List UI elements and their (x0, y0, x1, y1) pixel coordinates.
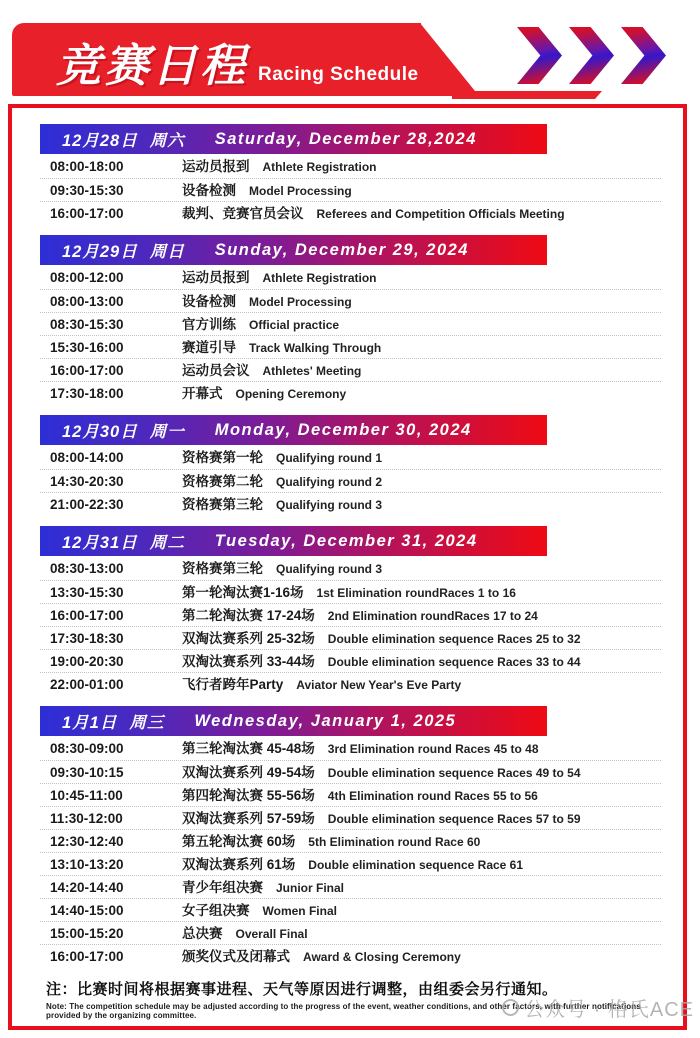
chevrons-decoration (517, 27, 666, 84)
row-activity-zh: 颁奖仪式及闭幕式 (182, 949, 290, 964)
row-activity-en: 1st Elimination roundRaces 1 to 16 (316, 586, 516, 600)
row-activity-zh: 官方训练 (182, 317, 236, 332)
row-activity-en: Model Processing (249, 295, 352, 309)
row-activity-zh: 运动员会议 (182, 363, 250, 378)
row-time: 14:20-14:40 (50, 880, 124, 895)
page-title-zh: 竞赛日程 (56, 40, 249, 91)
schedule-row (40, 603, 661, 626)
row-time: 11:30-12:00 (50, 811, 123, 826)
row-time: 08:30-09:00 (50, 741, 124, 756)
section-date-en: Tuesday, December 31, 2024 (214, 531, 478, 550)
row-time: 08:00-14:00 (50, 450, 124, 465)
schedule-row (40, 580, 661, 603)
section-header-bar (40, 415, 547, 445)
section-date-en: Saturday, December 28,2024 (214, 129, 477, 148)
row-time: 08:00-18:00 (50, 159, 124, 174)
row-activity-en: Athlete Registration (262, 271, 377, 285)
row-activity-zh: 开幕式 (182, 386, 223, 401)
row-time: 15:00-15:20 (50, 926, 124, 941)
schedule-row (40, 783, 661, 806)
row-time: 13:30-15:30 (50, 585, 124, 600)
section-header-bar (40, 706, 547, 736)
row-activity-en: Award & Closing Ceremony (303, 950, 461, 964)
row-activity-en: Referees and Competition Officials Meeting (316, 207, 565, 221)
row-time: 16:00-17:00 (50, 206, 124, 221)
row-time: 21:00-22:30 (50, 497, 124, 512)
schedule-row (40, 492, 661, 515)
row-activity-en: 2nd Elimination roundRaces 17 to 24 (327, 609, 538, 623)
schedule-section (40, 235, 661, 404)
row-activity-zh: 运动员报到 (182, 159, 250, 174)
row-activity-en: Model Processing (249, 184, 352, 198)
row-activity-en: Qualifying round 3 (276, 498, 383, 512)
row-time: 08:30-13:00 (50, 561, 124, 576)
row-activity-en: 4th Elimination round Races 55 to 56 (327, 789, 538, 803)
schedule-row (40, 358, 661, 381)
schedule-row (40, 446, 661, 469)
schedule-row (40, 381, 661, 404)
row-time: 17:30-18:30 (50, 631, 124, 646)
section-weekday-zh: 周六 (149, 132, 185, 150)
section-weekday-zh: 周日 (149, 243, 185, 261)
section-date-zh: 12月28日 (62, 132, 138, 150)
section-date-zh: 12月31日 (62, 534, 138, 552)
schedule-row (40, 944, 661, 967)
section-header-bar (40, 526, 547, 556)
row-time: 17:30-18:00 (50, 386, 124, 401)
row-time: 09:30-15:30 (50, 183, 124, 198)
schedule-row (40, 469, 661, 492)
row-activity-en: Qualifying round 3 (276, 562, 383, 576)
row-activity-zh: 双淘汰赛系列 33-44场 (182, 654, 315, 669)
banner-diagonal-edge (420, 23, 479, 96)
schedule-row (40, 335, 661, 358)
row-time: 14:30-20:30 (50, 474, 124, 489)
row-activity-zh: 第四轮淘汰赛 55-56场 (182, 788, 315, 803)
row-activity-en: 5th Elimination round Race 60 (308, 835, 481, 849)
row-activity-en: Double elimination sequence Races 25 to 32 (327, 632, 581, 646)
section-weekday-zh: 周二 (149, 534, 185, 552)
schedule-row (40, 201, 661, 224)
schedule-row (40, 178, 661, 201)
row-activity-en: Track Walking Through (249, 341, 382, 355)
row-activity-en: Qualifying round 1 (276, 451, 383, 465)
row-activity-zh: 资格赛第三轮 (182, 561, 263, 576)
row-activity-zh: 资格赛第一轮 (182, 450, 263, 465)
page-title-en: Racing Schedule (258, 64, 419, 86)
wechat-official-account-icon (502, 999, 519, 1016)
schedule-box (8, 104, 687, 1030)
row-activity-zh: 双淘汰赛系列 25-32场 (182, 631, 315, 646)
schedule-row (40, 852, 661, 875)
row-activity-zh: 飞行者跨年Party (182, 677, 284, 692)
row-activity-en: Women Final (262, 904, 337, 918)
row-activity-zh: 女子组决赛 (182, 903, 250, 918)
row-time: 08:30-15:30 (50, 317, 124, 332)
section-rows (40, 737, 661, 967)
schedule-row (40, 829, 661, 852)
schedule-row (40, 806, 661, 829)
sections-container (40, 124, 661, 978)
row-activity-zh: 运动员报到 (182, 270, 250, 285)
row-activity-en: 3rd Elimination round Races 45 to 48 (327, 742, 539, 756)
row-activity-zh: 双淘汰赛系列 49-54场 (182, 765, 315, 780)
schedule-section (40, 124, 661, 224)
row-time: 22:00-01:00 (50, 677, 124, 692)
schedule-row (40, 898, 661, 921)
watermark-label: 公众号 · 格氏ACE (524, 999, 694, 1021)
schedule-row (40, 626, 661, 649)
row-activity-en: Athletes' Meeting (262, 364, 362, 378)
section-weekday-zh: 周三 (129, 714, 165, 732)
schedule-row (40, 312, 661, 335)
schedule-row (40, 737, 661, 760)
section-date-zh: 12月30日 (62, 423, 138, 441)
row-activity-en: Official practice (249, 318, 340, 332)
row-activity-zh: 第五轮淘汰赛 60场 (182, 834, 296, 849)
section-header-bar (40, 124, 547, 154)
row-time: 08:00-12:00 (50, 270, 124, 285)
row-time: 14:40-15:00 (50, 903, 124, 918)
banner-accent-strip (452, 91, 602, 99)
row-time: 19:00-20:30 (50, 654, 124, 669)
row-activity-zh: 赛道引导 (182, 340, 236, 355)
row-activity-zh: 设备检测 (182, 294, 236, 309)
section-rows (40, 557, 661, 695)
schedule-section (40, 706, 661, 967)
schedule-row (40, 760, 661, 783)
row-activity-en: Double elimination sequence Races 33 to 44 (327, 655, 581, 669)
row-activity-zh: 第二轮淘汰赛 17-24场 (182, 608, 315, 623)
section-weekday-zh: 周一 (149, 423, 185, 441)
row-activity-zh: 双淘汰赛系列 57-59场 (182, 811, 315, 826)
row-time: 16:00-17:00 (50, 363, 124, 378)
section-date-en: Sunday, December 29, 2024 (214, 240, 469, 259)
row-activity-zh: 青少年组决赛 (182, 880, 263, 895)
row-time: 10:45-11:00 (50, 788, 123, 803)
row-time: 12:30-12:40 (50, 834, 124, 849)
row-activity-zh: 资格赛第三轮 (182, 497, 263, 512)
row-time: 16:00-17:00 (50, 608, 124, 623)
row-activity-en: Junior Final (276, 881, 345, 895)
row-time: 09:30-10:15 (50, 765, 124, 780)
chevron-right-icon (517, 27, 562, 84)
row-activity-zh: 资格赛第二轮 (182, 474, 263, 489)
footer-note-zh: 注：比赛时间将根据赛事进程、天气等原因进行调整，由组委会另行通知。 (46, 981, 558, 998)
chevron-right-icon (569, 27, 614, 84)
schedule-row (40, 921, 661, 944)
schedule-row (40, 266, 661, 289)
footer-note-en: Note: The competition schedule may be adjusted according to the progress of the event, weather conditions, and other factors, with further notifications provided by the organizing committee. (46, 1002, 641, 1020)
section-date-zh: 12月29日 (62, 243, 138, 261)
row-activity-zh: 设备检测 (182, 183, 236, 198)
row-activity-zh: 双淘汰赛系列 61场 (182, 857, 296, 872)
row-activity-en: Double elimination sequence Races 57 to 59 (327, 812, 581, 826)
chevron-right-icon (621, 27, 666, 84)
schedule-section (40, 526, 661, 695)
row-activity-en: Athlete Registration (262, 160, 377, 174)
row-time: 15:30-16:00 (50, 340, 124, 355)
row-activity-en: Double elimination sequence Races 49 to 54 (327, 766, 581, 780)
row-activity-en: Overall Final (235, 927, 308, 941)
section-header-bar (40, 235, 547, 265)
row-activity-zh: 总决赛 (182, 926, 223, 941)
section-date-en: Wednesday, January 1, 2025 (194, 711, 457, 730)
schedule-row (40, 672, 661, 695)
schedule-section (40, 415, 661, 515)
row-activity-en: Qualifying round 2 (276, 475, 383, 489)
section-rows (40, 446, 661, 515)
section-rows (40, 266, 661, 404)
row-activity-zh: 第一轮淘汰赛1-16场 (182, 585, 304, 600)
row-time: 16:00-17:00 (50, 949, 124, 964)
row-activity-en: Aviator New Year's Eve Party (296, 678, 462, 692)
schedule-row (40, 557, 661, 580)
row-time: 13:10-13:20 (50, 857, 124, 872)
schedule-row (40, 155, 661, 178)
section-date-zh: 1月1日 (62, 714, 118, 732)
row-activity-zh: 裁判、竞赛官员会议 (182, 206, 304, 221)
schedule-row (40, 875, 661, 898)
row-activity-en: Opening Ceremony (235, 387, 347, 401)
row-time: 08:00-13:00 (50, 294, 124, 309)
schedule-row (40, 289, 661, 312)
schedule-row (40, 649, 661, 672)
row-activity-zh: 第三轮淘汰赛 45-48场 (182, 741, 315, 756)
section-date-en: Monday, December 30, 2024 (214, 420, 472, 439)
header-banner (12, 23, 421, 96)
row-activity-en: Double elimination sequence Race 61 (308, 858, 524, 872)
watermark (502, 993, 694, 1022)
section-rows (40, 155, 661, 224)
